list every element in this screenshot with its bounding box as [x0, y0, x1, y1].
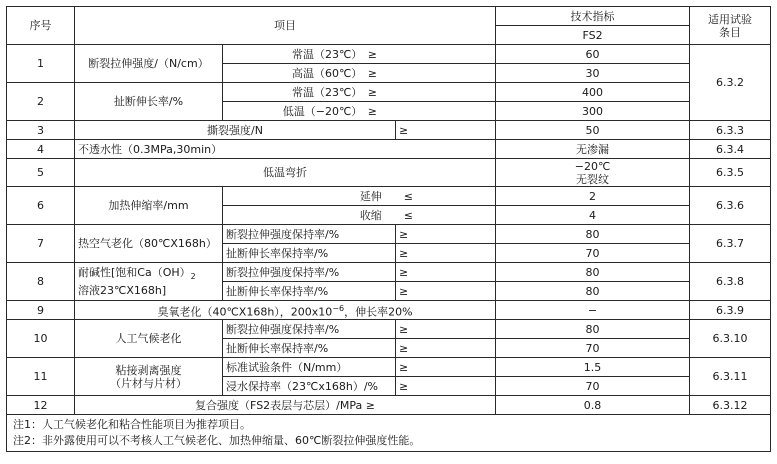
notes-cell: [7, 415, 771, 452]
row-value: 2: [496, 187, 690, 206]
row-value: −: [496, 301, 690, 320]
row-condition: 常温（23℃） ≥: [223, 45, 496, 64]
row-no: 2: [7, 83, 75, 121]
table-row: [7, 83, 771, 102]
row-condition: 延伸 ≤: [223, 187, 496, 206]
row-name: 人工气候老化: [75, 320, 223, 358]
table-row: [7, 140, 771, 159]
row-value: 80: [496, 225, 690, 244]
row-comparator: ≥: [396, 282, 496, 301]
header-fs2: FS2: [496, 26, 690, 45]
row-condition: 收缩 ≤: [223, 206, 496, 225]
note-1: 注1：人工气候老化和粘合性能项目为推荐项目。: [13, 418, 251, 431]
row-comparator: ≥: [396, 121, 496, 140]
table-row: [7, 45, 771, 64]
row-clause: 6.3.4: [690, 140, 771, 159]
row-value: 4: [496, 206, 690, 225]
row-clause: 6.3.7: [690, 225, 771, 263]
table-row: [7, 121, 771, 140]
row-value: 80: [496, 320, 690, 339]
row-name: 撕裂强度/N: [75, 121, 396, 140]
row-no: 6: [7, 187, 75, 225]
row-name: 断裂拉伸强度/（N/cm）: [75, 45, 223, 83]
row-value: 400: [496, 83, 690, 102]
row-clause: 6.3.6: [690, 187, 771, 225]
row-value: 80: [496, 263, 690, 282]
row-clause: 6.3.8: [690, 263, 771, 301]
header-item: 项目: [75, 7, 496, 45]
row-no: 12: [7, 396, 75, 415]
row-no: 4: [7, 140, 75, 159]
row-no: 1: [7, 45, 75, 83]
row-name: 不透水性（0.3MPa,30min）: [75, 140, 496, 159]
header-row: [7, 7, 771, 26]
header-clause: 适用试验 条目: [690, 7, 771, 45]
row-no: 10: [7, 320, 75, 358]
table-row: [7, 263, 771, 282]
table-row: [7, 225, 771, 244]
row-clause: 6.3.12: [690, 396, 771, 415]
row-condition: 断裂拉伸强度保持率/%: [223, 320, 396, 339]
row-no: 11: [7, 358, 75, 396]
row-condition: 扯断伸长率保持率/%: [223, 244, 396, 263]
row-comparator: ≥: [396, 263, 496, 282]
header-seq: 序号: [7, 7, 75, 45]
row-name: 复合强度（FS2表层与芯层）/MPa ≥: [75, 396, 496, 415]
row-condition: 低温（−20℃） ≥: [223, 102, 496, 121]
row-comparator: ≥: [396, 244, 496, 263]
row-value: 70: [496, 339, 690, 358]
row-name: 低温弯折: [75, 159, 496, 187]
row-clause: 6.3.10: [690, 320, 771, 358]
row-no: 7: [7, 225, 75, 263]
row-condition: 高温（60℃） ≥: [223, 64, 496, 83]
row-value: −20℃ 无裂纹: [496, 159, 690, 187]
row-clause: 6.3.11: [690, 358, 771, 396]
row-value: 300: [496, 102, 690, 121]
row-name: 耐碱性[饱和$Ca(OH)_2$ 溶液23℃X168h]: [75, 263, 223, 301]
row-value: 70: [496, 377, 690, 396]
row-condition: 常温（23℃） ≥: [223, 83, 496, 102]
row-no: 3: [7, 121, 75, 140]
row-name: 加热伸缩率/mm: [75, 187, 223, 225]
row-condition: 标准试验条件（N/mm）: [223, 358, 396, 377]
header-tech: 技术指标: [496, 7, 690, 26]
row-value: 70: [496, 244, 690, 263]
row-no: 5: [7, 159, 75, 187]
row-name: 臭氧老化（40℃X168h），$200x10^{-6}$，伸长率20%: [75, 301, 496, 320]
notes-row: [7, 415, 771, 452]
row-value: 1.5: [496, 358, 690, 377]
row-value: 30: [496, 64, 690, 83]
table-row: [7, 320, 771, 339]
row-no: 9: [7, 301, 75, 320]
table-row: [7, 301, 771, 320]
row-condition: 断裂拉伸强度保持率/%: [223, 263, 396, 282]
table-row: [7, 358, 771, 377]
row-comparator: ≥: [396, 358, 496, 377]
row-name: 热空气老化（80℃X168h）: [75, 225, 223, 263]
table-row: [7, 396, 771, 415]
note-2: 注2：非外露使用可以不考核人工气候老化、加热伸缩量、60℃断裂拉伸强度性能。: [13, 434, 421, 447]
row-name: 粘接剥离强度 （片材与片材）: [75, 358, 223, 396]
table-row: [7, 187, 771, 206]
row-clause: 6.3.5: [690, 159, 771, 187]
row-value: 无渗漏: [496, 140, 690, 159]
spec-table: [6, 6, 771, 452]
row-comparator: ≥: [396, 377, 496, 396]
row-name: 扯断伸长率/%: [75, 83, 223, 121]
row-value: 80: [496, 282, 690, 301]
row-comparator: ≥: [396, 339, 496, 358]
row-condition: 扯断伸长率保持率/%: [223, 339, 396, 358]
row-no: 8: [7, 263, 75, 301]
row-clause: 6.3.9: [690, 301, 771, 320]
row-comparator: ≥: [396, 225, 496, 244]
table-row: [7, 159, 771, 187]
spec-table-container: [6, 6, 770, 452]
row-condition: 扯断伸长率保持率/%: [223, 282, 396, 301]
row-value: 50: [496, 121, 690, 140]
row-comparator: ≥: [396, 320, 496, 339]
row-condition: 浸水保持率（23℃x168h）/%: [223, 377, 396, 396]
row-value: 60: [496, 45, 690, 64]
row-value: 0.8: [496, 396, 690, 415]
row-clause: 6.3.3: [690, 121, 771, 140]
row-clause: 6.3.2: [690, 45, 771, 121]
row-condition: 断裂拉伸强度保持率/%: [223, 225, 396, 244]
